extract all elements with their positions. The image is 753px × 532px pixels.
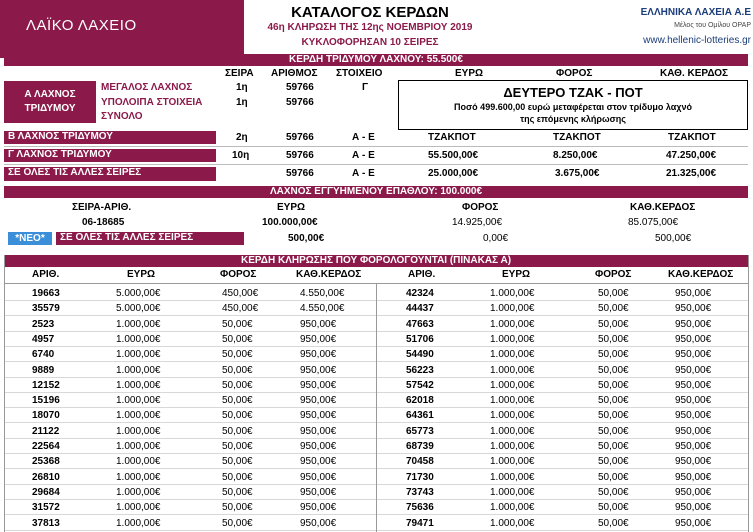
pin-right-euro: 1.000,00€ xyxy=(490,303,535,315)
pin-right-num: 54490 xyxy=(406,349,434,361)
pin-left-num: 2523 xyxy=(32,318,55,330)
a-row-arithmos: 59766 xyxy=(286,82,314,93)
pin-right-kathero: 950,00€ xyxy=(675,486,712,498)
draw-subtitle: 46η ΚΛΗΡΩΣΗ ΤΗΣ 12ης ΝΟΕΜΒΡΙΟΥ 2019 xyxy=(267,22,473,33)
pin-left-foros: 50,00€ xyxy=(222,456,253,468)
a-row-label: ΥΠΟΛΟΙΠΑ ΣΤΟΙΧΕΙΑ xyxy=(97,97,210,109)
b-row-foros: ΤΖΑΚΠΟΤ xyxy=(553,132,601,143)
pin-left-foros: 50,00€ xyxy=(222,364,253,376)
pin-right-kathero: 950,00€ xyxy=(675,517,712,529)
other-row-kathero: 21.325,00€ xyxy=(666,168,717,179)
pin-left-num: 4957 xyxy=(32,333,55,345)
pin-left-num: 26810 xyxy=(32,471,60,483)
pin-right-num: 47663 xyxy=(406,318,434,330)
pin-left-kathero: 950,00€ xyxy=(300,364,337,376)
company-logo-sub: Μέλος του Ομίλου OPAP xyxy=(674,22,751,29)
pin-left-euro: 1.000,00€ xyxy=(116,517,161,529)
pin-left-kathero: 950,00€ xyxy=(300,333,337,345)
pin-left-euro: 1.000,00€ xyxy=(116,410,161,422)
egg-header-seira: ΣΕΙΡΑ-ΑΡΙΘ. xyxy=(72,202,132,213)
pin-left-euro: 1.000,00€ xyxy=(116,349,161,361)
pin-right-num: 57542 xyxy=(406,379,434,391)
egg-header-kathero: ΚΑΘ.ΚΕΡΔΟΣ xyxy=(630,202,696,213)
pin-right-euro: 1.000,00€ xyxy=(490,349,535,361)
pin-right-num: 51706 xyxy=(406,333,434,345)
pin-left-foros: 50,00€ xyxy=(222,318,253,330)
pin-left-euro: 1.000,00€ xyxy=(116,318,161,330)
pin-left-header-arith: ΑΡΙΘ. xyxy=(32,269,60,280)
pin-right-kathero: 950,00€ xyxy=(675,364,712,376)
pin-right-foros: 50,00€ xyxy=(598,502,629,514)
pin-right-num: 68739 xyxy=(406,441,434,452)
pin-left-num: 6740 xyxy=(32,349,55,361)
header-foros: ΦΟΡΟΣ xyxy=(556,68,593,79)
pin-right-foros: 50,00€ xyxy=(598,456,629,468)
pin-left-kathero: 4.550,00€ xyxy=(300,288,345,299)
pin-left-num: 15196 xyxy=(32,395,60,407)
pin-left-foros: 50,00€ xyxy=(222,410,253,422)
eggyimenou-bar: ΛΑΧΝΟΣ ΕΓΓΥΗΜΕΝΟΥ ΕΠΑΘΛΟΥ: 100.000€ xyxy=(4,186,748,198)
pin-left-num: 18070 xyxy=(32,410,60,422)
other-row-euro: 25.000,00€ xyxy=(428,168,479,179)
pin-left-header-foros: ΦΟΡΟΣ xyxy=(220,269,257,280)
a-row-label: ΣΥΝΟΛΟ xyxy=(97,111,210,123)
pin-right-kathero: 950,00€ xyxy=(675,410,712,422)
pin-right-kathero: 950,00€ xyxy=(675,288,712,299)
pin-right-foros: 50,00€ xyxy=(598,425,629,437)
pin-right-euro: 1.000,00€ xyxy=(490,288,535,299)
egg-row-seira: 06-18685 xyxy=(82,217,125,228)
pin-left-kathero: 950,00€ xyxy=(300,318,337,330)
pin-right-foros: 50,00€ xyxy=(598,318,629,330)
pin-left-foros: 450,00€ xyxy=(222,288,259,299)
pin-right-euro: 1.000,00€ xyxy=(490,395,535,407)
company-url-link[interactable]: www.hellenic-lotteries.gr xyxy=(643,35,751,46)
pin-right-euro: 1.000,00€ xyxy=(490,471,535,483)
pin-right-foros: 50,00€ xyxy=(598,410,629,422)
pin-left-kathero: 950,00€ xyxy=(300,441,337,452)
pin-right-kathero: 950,00€ xyxy=(675,456,712,468)
pin-right-kathero: 950,00€ xyxy=(675,303,712,315)
pin-right-foros: 50,00€ xyxy=(598,364,629,376)
pin-right-num: 79471 xyxy=(406,517,434,529)
pin-right-kathero: 950,00€ xyxy=(675,318,712,330)
pin-right-foros: 50,00€ xyxy=(598,303,629,315)
g-row-foros: 8.250,00€ xyxy=(553,150,598,161)
page-title: ΚΑΤΑΛΟΓΟΣ ΚΕΡΔΩΝ xyxy=(291,4,449,21)
pin-left-foros: 50,00€ xyxy=(222,471,253,483)
pin-left-num: 37813 xyxy=(32,517,60,529)
header-arithmos: ΑΡΙΘΜΟΣ xyxy=(271,68,318,79)
pin-right-num: 75636 xyxy=(406,502,434,514)
pin-left-euro: 1.000,00€ xyxy=(116,333,161,345)
b-lachnos-label: Β ΛΑΧΝΟΣ ΤΡΙΔΥΜΟΥ xyxy=(4,131,216,144)
other-row-foros: 3.675,00€ xyxy=(555,168,600,179)
egg-header-euro: ΕΥΡΩ xyxy=(277,202,306,213)
pin-left-num: 22564 xyxy=(32,441,60,452)
pin-left-euro: 1.000,00€ xyxy=(116,441,161,452)
a-row-label: ΜΕΓΑΛΟΣ ΛΑΧΝΟΣ xyxy=(97,82,210,94)
pin-right-euro: 1.000,00€ xyxy=(490,486,535,498)
pin-left-kathero: 950,00€ xyxy=(300,410,337,422)
pin-right-euro: 1.000,00€ xyxy=(490,318,535,330)
egg-header-foros: ΦΟΡΟΣ xyxy=(462,202,499,213)
pin-left-euro: 1.000,00€ xyxy=(116,502,161,514)
b-row-seira: 2η xyxy=(236,132,248,143)
pin-right-num: 62018 xyxy=(406,395,434,407)
pin-right-euro: 1.000,00€ xyxy=(490,425,535,437)
egg-other-label: ΣΕ ΟΛΕΣ ΤΙΣ ΑΛΛΕΣ ΣΕΙΡΕΣ xyxy=(56,232,244,245)
pin-right-kathero: 950,00€ xyxy=(675,471,712,483)
pin-right-header-foros: ΦΟΡΟΣ xyxy=(595,269,632,280)
pin-right-foros: 50,00€ xyxy=(598,333,629,345)
other-series-label: ΣΕ ΟΛΕΣ ΤΙΣ ΑΛΛΕΣ ΣΕΙΡΕΣ xyxy=(4,167,216,181)
g-row-kathero: 47.250,00€ xyxy=(666,150,717,161)
pin-right-num: 70458 xyxy=(406,456,434,468)
jackpot-text-2: της επόμενης κλήρωσης xyxy=(520,114,626,124)
egg-row-euro: 100.000,00€ xyxy=(262,217,318,228)
company-logo-name: ΕΛΛΗΝΙΚΑ ΛΑΧΕΙΑ Α.Ε xyxy=(640,7,751,18)
pin-left-kathero: 950,00€ xyxy=(300,349,337,361)
g-row-euro: 55.500,00€ xyxy=(428,150,479,161)
pin-left-kathero: 950,00€ xyxy=(300,395,337,407)
pin-right-euro: 1.000,00€ xyxy=(490,502,535,514)
pin-right-kathero: 950,00€ xyxy=(675,333,712,345)
b-row-euro: ΤΖΑΚΠΟΤ xyxy=(428,132,476,143)
pin-left-foros: 50,00€ xyxy=(222,502,253,514)
pin-right-euro: 1.000,00€ xyxy=(490,517,535,529)
egg-row-kathero: 85.075,00€ xyxy=(628,217,679,228)
tridymo-bar: ΚΕΡΔΗ ΤΡΙΔΥΜΟΥ ΛΑΧΝΟΥ: 55.500€ xyxy=(4,54,748,66)
header-euro: ΕΥΡΩ xyxy=(455,68,484,79)
pin-left-num: 35579 xyxy=(32,303,60,315)
jackpot-box xyxy=(398,80,748,130)
pin-right-kathero: 950,00€ xyxy=(675,349,712,361)
a-row-arithmos: 59766 xyxy=(286,97,314,108)
a-row-seira: 1η xyxy=(236,97,248,108)
pin-left-kathero: 4.550,00€ xyxy=(300,303,345,315)
header-stoixeio: ΣΤΟΙΧΕΙΟ xyxy=(336,68,383,79)
pin-left-foros: 50,00€ xyxy=(222,333,253,345)
pin-left-foros: 50,00€ xyxy=(222,425,253,437)
pin-right-kathero: 950,00€ xyxy=(675,379,712,391)
pin-right-header-kathero: ΚΑΘ.ΚΕΡΔΟΣ xyxy=(668,269,734,280)
a-row-stoixeio: Γ xyxy=(362,82,369,93)
pin-left-foros: 50,00€ xyxy=(222,395,253,407)
pin-left-foros: 450,00€ xyxy=(222,303,259,315)
pin-right-foros: 50,00€ xyxy=(598,349,629,361)
g-row-seira: 10η xyxy=(232,150,250,161)
b-row-kathero: ΤΖΑΚΠΟΤ xyxy=(668,132,716,143)
pin-left-foros: 50,00€ xyxy=(222,486,253,498)
pin-right-num: 44437 xyxy=(406,303,434,315)
pin-left-kathero: 950,00€ xyxy=(300,379,337,391)
pin-left-num: 31572 xyxy=(32,502,60,514)
pin-right-euro: 1.000,00€ xyxy=(490,441,535,452)
pin-left-kathero: 950,00€ xyxy=(300,502,337,514)
pin-right-header-arith: ΑΡΙΘ. xyxy=(408,269,436,280)
pin-right-euro: 1.000,00€ xyxy=(490,379,535,391)
b-row-stoixeio: Α - Ε xyxy=(352,132,375,143)
pin-left-kathero: 950,00€ xyxy=(300,517,337,529)
pin-left-euro: 1.000,00€ xyxy=(116,364,161,376)
pin-right-foros: 50,00€ xyxy=(598,471,629,483)
a-lachnos-label: Α ΛΑΧΝΟΣ ΤΡΙΔΥΜΟΥ xyxy=(4,81,96,123)
brand-banner xyxy=(0,0,244,58)
g-lachnos-label: Γ ΛΑΧΝΟΣ ΤΡΙΔΥΜΟΥ xyxy=(4,149,216,162)
pin-left-euro: 1.000,00€ xyxy=(116,395,161,407)
b-row-arithmos: 59766 xyxy=(286,132,314,143)
header-kathero: ΚΑΘ. ΚΕΡΔΟΣ xyxy=(660,68,729,79)
pin-right-euro: 1.000,00€ xyxy=(490,364,535,376)
pin-left-euro: 1.000,00€ xyxy=(116,471,161,483)
brand-name: ΛΑΪΚΟ ΛΑΧΕΙΟ xyxy=(26,17,137,34)
other-row-arithmos: 59766 xyxy=(286,168,314,179)
egg-other-kathero: 500,00€ xyxy=(655,233,692,244)
pin-right-kathero: 950,00€ xyxy=(675,425,712,437)
pin-left-num: 19663 xyxy=(32,288,60,299)
other-row-stoixeio: Α - Ε xyxy=(352,168,375,179)
pin-right-foros: 50,00€ xyxy=(598,517,629,529)
pin-right-num: 65773 xyxy=(406,425,434,437)
pin-left-num: 9889 xyxy=(32,364,55,376)
pin-right-num: 73743 xyxy=(406,486,434,498)
a-row-seira: 1η xyxy=(236,82,248,93)
pin-left-kathero: 950,00€ xyxy=(300,456,337,468)
pin-left-euro: 1.000,00€ xyxy=(116,486,161,498)
pin-left-num: 21122 xyxy=(32,425,60,437)
pin-left-kathero: 950,00€ xyxy=(300,425,337,437)
pin-right-num: 42324 xyxy=(406,288,434,299)
pin-left-euro: 1.000,00€ xyxy=(116,456,161,468)
new-badge: *ΝΕΟ* xyxy=(8,232,52,245)
pin-left-euro: 1.000,00€ xyxy=(116,425,161,437)
pin-right-foros: 50,00€ xyxy=(598,441,629,452)
pin-left-foros: 50,00€ xyxy=(222,349,253,361)
pin-right-foros: 50,00€ xyxy=(598,486,629,498)
pin-right-foros: 50,00€ xyxy=(598,379,629,391)
pin-left-euro: 5.000,00€ xyxy=(116,303,161,315)
pin-left-euro: 5.000,00€ xyxy=(116,288,161,299)
pin-left-kathero: 950,00€ xyxy=(300,471,337,483)
pin-right-euro: 1.000,00€ xyxy=(490,410,535,422)
pin-right-euro: 1.000,00€ xyxy=(490,333,535,345)
header-seira: ΣΕΙΡΑ xyxy=(225,68,254,79)
g-row-arithmos: 59766 xyxy=(286,150,314,161)
pin-right-kathero: 950,00€ xyxy=(675,502,712,514)
pin-left-euro: 1.000,00€ xyxy=(116,379,161,391)
jackpot-text-1: Ποσό 499.600,00 ευρώ μεταφέρεται στον τρίδυμο λαχνό xyxy=(454,102,692,112)
pin-right-header-euro: ΕΥΡΩ xyxy=(502,269,531,280)
pin-right-foros: 50,00€ xyxy=(598,288,629,299)
series-subtitle: ΚΥΚΛΟΦΟΡΗΣΑΝ 10 ΣΕΙΡΕΣ xyxy=(301,37,439,48)
pin-right-num: 64361 xyxy=(406,410,434,422)
pinakas-bar: ΚΕΡΔΗ ΚΛΗΡΩΣΗΣ ΠΟΥ ΦΟΡΟΛΟΓΟΥΝΤΑΙ (ΠΙΝΑΚΑΣ Α) xyxy=(4,255,748,267)
pin-right-num: 71730 xyxy=(406,471,434,483)
pin-left-kathero: 950,00€ xyxy=(300,486,337,498)
pin-right-num: 56223 xyxy=(406,364,434,376)
pin-right-kathero: 950,00€ xyxy=(675,441,712,452)
jackpot-title: ΔΕΥΤΕΡΟ ΤΖΑΚ - ΠΟΤ xyxy=(503,85,643,100)
g-row-stoixeio: Α - Ε xyxy=(352,150,375,161)
pin-left-header-kathero: ΚΑΘ.ΚΕΡΔΟΣ xyxy=(296,269,362,280)
egg-other-euro: 500,00€ xyxy=(288,233,325,244)
pin-right-kathero: 950,00€ xyxy=(675,395,712,407)
pin-right-euro: 1.000,00€ xyxy=(490,456,535,468)
egg-other-foros: 0,00€ xyxy=(483,233,509,244)
pin-left-header-euro: ΕΥΡΩ xyxy=(127,269,156,280)
pin-left-num: 29684 xyxy=(32,486,60,498)
pin-left-foros: 50,00€ xyxy=(222,517,253,529)
egg-row-foros: 14.925,00€ xyxy=(452,217,503,228)
pin-left-foros: 50,00€ xyxy=(222,441,253,452)
pin-left-foros: 50,00€ xyxy=(222,379,253,391)
pin-left-num: 12152 xyxy=(32,379,60,391)
pin-left-num: 25368 xyxy=(32,456,60,468)
pin-right-foros: 50,00€ xyxy=(598,395,629,407)
